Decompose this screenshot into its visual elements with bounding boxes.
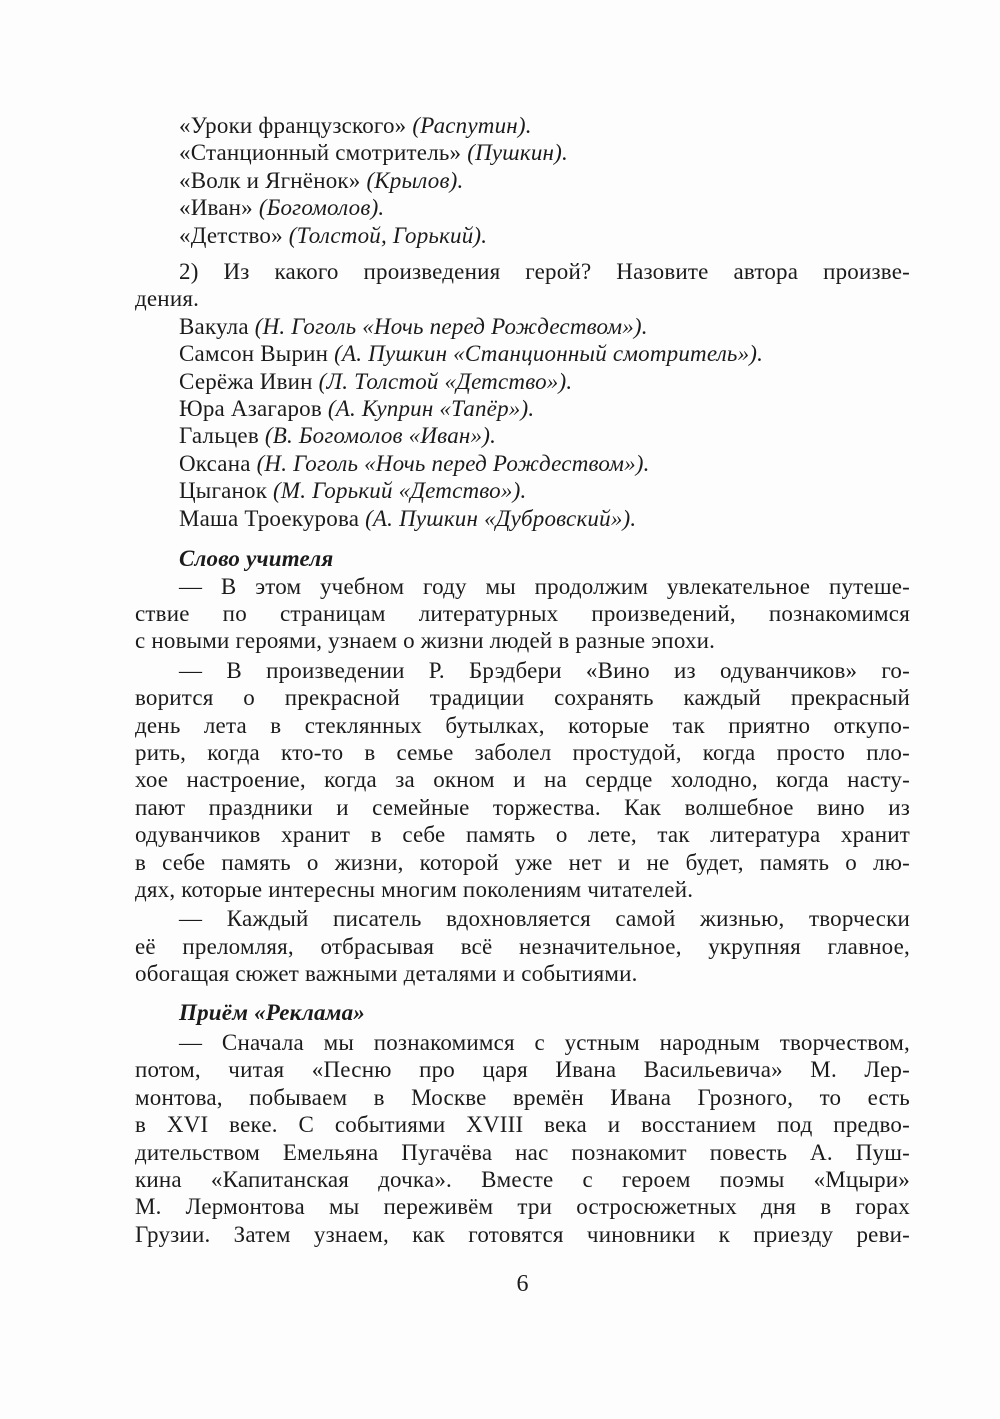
text-segment: в XVI веке. С событиями XVIII века и восстанием под предво- (135, 1112, 910, 1138)
list-item-line (135, 222, 910, 249)
italic-text-segment: (Н. Гоголь «Ночь перед Рождеством»). (254, 313, 648, 339)
paragraph-line (135, 258, 910, 285)
list-item-line (135, 368, 910, 395)
text-segment: монтова, побываем в Москве времён Ивана Грозного, то есть (135, 1084, 910, 1110)
italic-text-segment: (Толстой, Горький). (288, 222, 488, 248)
paragraph-line (135, 1193, 910, 1220)
text-segment: «Иван» (179, 195, 259, 221)
teacher-word-heading: Слово учителя (179, 546, 334, 572)
text-segment: 2) Из какого произведения герой? Назовите автора произве- (179, 259, 910, 285)
text-segment: рить, когда кто-то в семье заболел простудой, когда просто пло- (135, 739, 910, 765)
list-item-line (135, 450, 910, 477)
italic-text-segment: (Крылов). (366, 167, 464, 193)
writer-paragraph (135, 905, 910, 987)
italic-text-segment: (М. Горький «Детство»). (273, 478, 527, 504)
text-segment: потом, читая «Песню про царя Ивана Васильевича» М. Лер- (135, 1057, 910, 1083)
text-segment: хое настроение, когда за окном и на сердце холодно, когда насту- (135, 767, 910, 793)
text-segment: ствие по страницам литературных произведений, познакомимся (135, 600, 910, 626)
paragraph-line (135, 1111, 910, 1138)
italic-text-segment: (Пушкин). (467, 140, 568, 166)
heroes-list (135, 313, 910, 532)
paragraph-line (135, 627, 910, 654)
text-segment: Самсон Вырин (179, 341, 335, 367)
text-segment: день лета в стеклянных бутылках, которые так приятно откупо- (135, 712, 910, 738)
page-number: 6 (516, 1271, 529, 1297)
text-segment: Цыганок (179, 478, 274, 504)
text-segment: Серёжа Ивин (179, 368, 319, 394)
paragraph-line (135, 821, 910, 848)
text-segment: её преломляя, отбрасывая всё незначительное, укрупняя главное, (135, 933, 910, 959)
italic-text-segment: (Л. Толстой «Детство»). (318, 368, 573, 394)
list-item-line (135, 340, 910, 367)
paragraph-line (135, 1056, 910, 1083)
paragraph-line (135, 712, 910, 739)
task-2-paragraph (135, 258, 910, 313)
italic-text-segment: (Распутин). (412, 113, 532, 138)
text-segment: Вакула (179, 313, 255, 339)
list-item-line (135, 194, 910, 221)
text-segment: пают праздники и семейные торжества. Как волшебное вино из (135, 794, 910, 820)
text-segment: М. Лермонтова мы переживём три остросюжетных дня в горах (135, 1194, 910, 1220)
text-segment: обогащая сюжет важными деталями и событиями. (135, 961, 638, 987)
text-segment: Юра Азагаров (179, 396, 328, 422)
list-item-line (135, 112, 910, 139)
list-item-line (135, 422, 910, 449)
text-segment: — В произведении Р. Брэдбери «Вино из одуванчиков» го- (179, 657, 910, 683)
paragraph-line (135, 876, 910, 903)
text-segment: дительством Емельяна Пугачёва нас познакомит повесть А. Пуш- (135, 1139, 910, 1165)
page-text-column (135, 112, 910, 1248)
text-segment: «Уроки французского» (179, 113, 413, 138)
paragraph-line (135, 1139, 910, 1166)
paragraph-line (135, 1029, 910, 1056)
list-item-line (135, 477, 910, 504)
paragraph-line (135, 285, 910, 312)
paragraph-line (135, 794, 910, 821)
text-segment: «Детство» (179, 222, 289, 248)
list-item-line (135, 139, 910, 166)
paragraph-line (135, 849, 910, 876)
list-item-line (135, 167, 910, 194)
italic-text-segment: (Н. Гоголь «Ночь перед Рождеством»). (256, 450, 650, 476)
text-segment: Гальцев (179, 423, 265, 449)
paragraph-line (135, 657, 910, 684)
text-segment: — Каждый писатель вдохновляется самой жизнью, творчески (179, 906, 910, 932)
reklama-heading: Приём «Реклама» (179, 999, 366, 1025)
paragraph-line (135, 1084, 910, 1111)
text-segment: Маша Троекурова (179, 505, 366, 531)
italic-text-segment: (А. Пушкин «Станционный смотритель»). (334, 341, 764, 367)
works-authors-list (135, 112, 910, 249)
teacher-intro-paragraph (135, 573, 910, 655)
text-segment: «Волк и Ягнёнок» (179, 167, 367, 193)
text-segment: одуванчиков хранит в себе память о лете, так литература хранит (135, 822, 910, 848)
text-segment: в себе память о жизни, которой уже нет и не будет, память о лю- (135, 849, 910, 875)
paragraph-line (135, 905, 910, 932)
text-segment: кина «Капитанская дочка». Вместе с героем поэмы «Мцыри» (135, 1167, 910, 1193)
text-segment: с новыми героями, узнаем о жизни людей в разные эпохи. (135, 628, 716, 654)
paragraph-line (135, 1221, 910, 1248)
list-item-line (135, 395, 910, 422)
italic-text-segment: (А. Пушкин «Дубровский»). (365, 505, 637, 531)
paragraph-line (135, 766, 910, 793)
text-segment: дях, которые интересны многим поколениям читателей. (135, 876, 694, 902)
list-item-line (135, 505, 910, 532)
paragraph-line (135, 960, 910, 987)
bradbury-paragraph (135, 657, 910, 904)
text-segment: — Сначала мы познакомимся с устным народным творчеством, (179, 1030, 910, 1055)
text-segment: дения. (135, 286, 200, 312)
list-item-line (135, 313, 910, 340)
italic-text-segment: (Богомолов). (258, 195, 385, 221)
paragraph-line (135, 573, 910, 600)
text-segment: Грузии. Затем узнаем, как готовятся чиновники к приезду реви- (135, 1221, 910, 1247)
paragraph-line (135, 739, 910, 766)
reklama-paragraph (135, 1029, 910, 1248)
text-segment: «Станционный смотритель» (179, 140, 468, 166)
paragraph-line (135, 933, 910, 960)
italic-text-segment: (А. Куприн «Тапёр»). (327, 396, 535, 422)
text-segment: ворится о прекрасной традиции сохранять каждый прекрасный (135, 685, 910, 711)
text-segment: — В этом учебном году мы продолжим увлекательное путеше- (179, 573, 910, 599)
paragraph-line (135, 600, 910, 627)
italic-text-segment: (В. Богомолов «Иван»). (264, 423, 497, 449)
paragraph-line (135, 1166, 910, 1193)
text-segment: Оксана (179, 450, 257, 476)
paragraph-line (135, 684, 910, 711)
